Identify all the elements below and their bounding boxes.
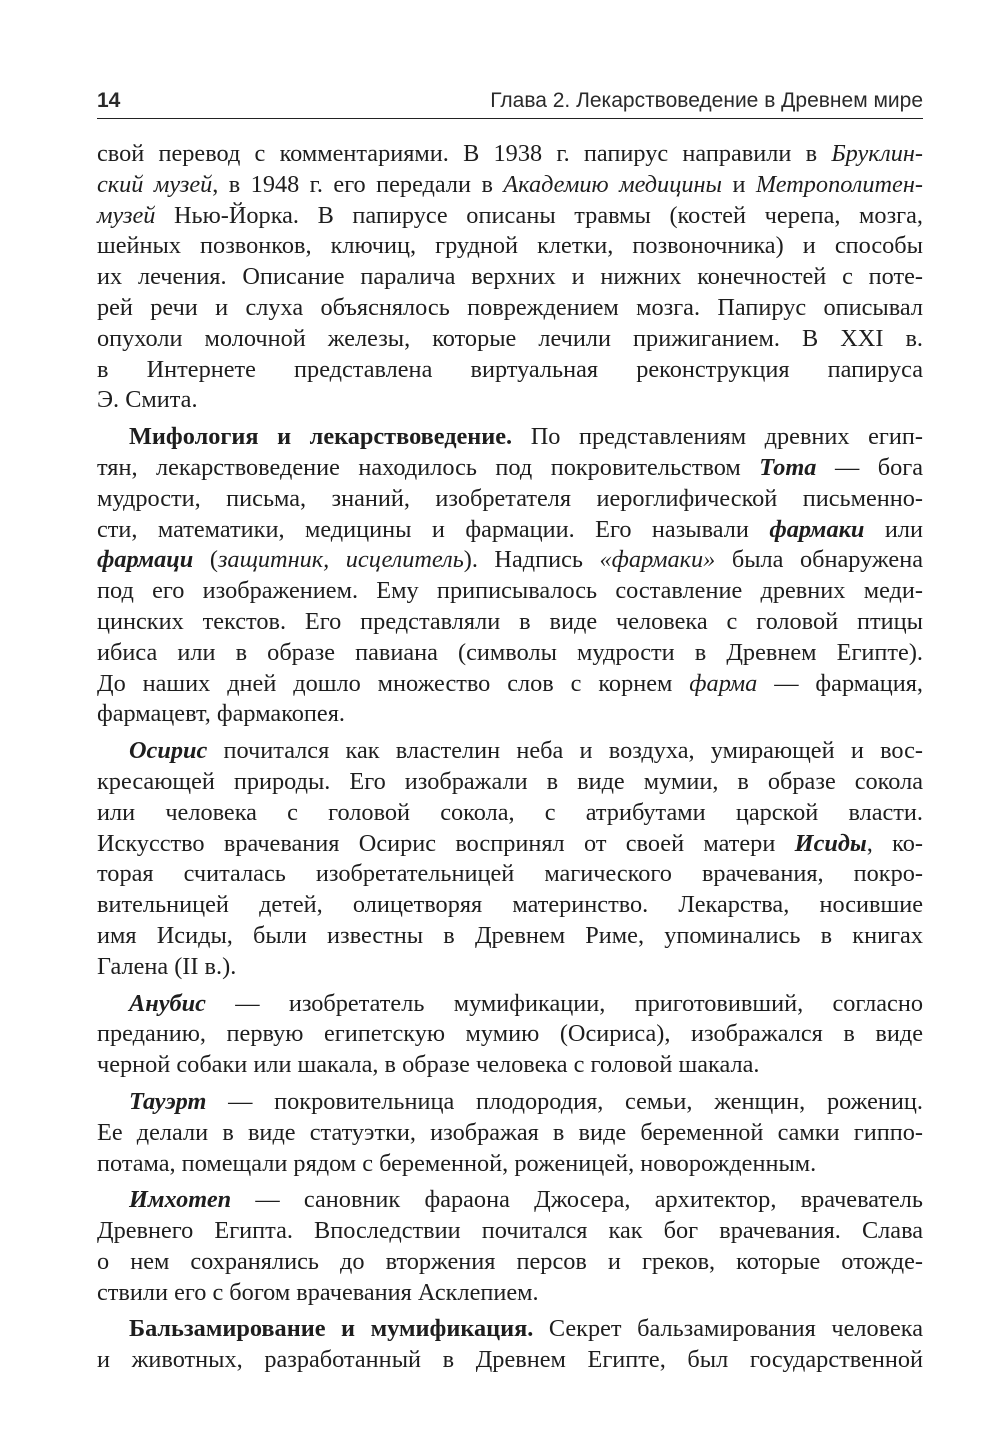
text-line [97,890,923,921]
text-line [97,1247,923,1278]
text-run: Э. Смита. [97,386,198,414]
text-line [97,859,923,890]
emphasized-text: Мифология и лекарствоведение. [129,423,513,451]
emphasized-text: Исиды [794,829,867,857]
text-run: кресающей природы. Его изображали в виде мумии, в образе сокола [97,767,923,795]
text-run: — фармация, [757,669,923,697]
text-run: По представлениям древних егип- [512,423,923,451]
page-number: 14 [97,89,121,112]
emphasized-text: Имхотеп [129,1186,232,1214]
emphasized-text: Метрополитен- [755,170,923,198]
emphasized-text: фармаки [769,515,865,543]
text-line [97,1149,923,1180]
paragraph [97,1185,923,1308]
paragraph [97,139,923,416]
text-run: почитался как властелин неба и воздуха, умирающей и вос- [207,737,923,765]
text-run: свой перевод с комментариями. В 1938 г. папирус направили в [97,140,832,167]
text-line [97,989,923,1020]
text-run: вительницей детей, олицетворяя материнство. Лекарства, носившие [97,891,923,919]
text-run: торая считалась изобретательницей магического врачевания, покро- [97,860,923,888]
paragraph [97,422,923,730]
text-line [97,1019,923,1050]
text-line [97,638,923,669]
text-run: фармацевт, фармакопея. [97,700,345,728]
text-run: или человека с головой сокола, с атрибутами царской власти. [97,798,923,826]
text-run: Искусство врачевания Осирис воспринял от своей матери [97,829,795,857]
text-line [97,798,923,829]
text-line [97,355,923,386]
text-line [97,1345,923,1376]
text-run: тян, лекарствоведение находилось под покровительством [97,453,760,481]
text-run: — бога [816,453,923,481]
text-run: в Интернете представлена виртуальная реконструкция папируса [97,355,923,383]
text-run: под его изображением. Ему приписывалось составление древних меди- [97,577,923,605]
text-run: и животных, разработанный в Древнем Египте, был государственной [97,1346,923,1374]
text-run: и [722,170,756,198]
text-line [97,484,923,515]
text-line [97,545,923,576]
text-run: Секрет бальзамирования человека [533,1315,923,1343]
text-run: , в 1948 г. его передали в [212,170,504,198]
text-line [97,139,923,170]
text-run: черной собаки или шакала, в образе человека с головой шакала. [97,1051,760,1079]
emphasized-text: Анубис [129,989,206,1017]
text-run: Древнего Египта. Впоследствии почитался как бог врачевания. Слава [97,1217,923,1245]
text-run: шейных позвонков, ключиц, грудной клетки, позвоночника) и способы [97,232,923,260]
text-run: До наших дней дошло множество слов с корнем [97,669,690,697]
emphasized-text: Осирис [129,737,208,765]
text-line [97,607,923,638]
text-line [97,699,923,730]
text-line [97,669,923,700]
emphasized-text: фармаци [97,546,194,574]
text-line [97,201,923,232]
text-run: — сановник фараона Джосера, архитектор, врачеватель [231,1186,923,1214]
text-run: опухоли молочной железы, которые лечили прижиганием. В XXI в. [97,324,923,352]
text-run: мудрости, письма, знаний, изобретателя иероглифической письменно- [97,484,923,512]
emphasized-text: музей [97,201,156,229]
chapter-title: Глава 2. Лекарствоведение в Древнем мире [490,89,923,112]
emphasized-text: Бальзамирование и мумификация. [129,1315,534,1343]
paragraph [97,736,923,982]
text-run: сти, математики, медицины и фармации. Его называли [97,515,770,543]
paragraph [97,1314,923,1376]
text-run: преданию, первую египетскую мумию (Осириса), изображался в виде [97,1020,923,1048]
text-line [97,736,923,767]
text-line [97,1278,923,1309]
emphasized-text: фарма [689,669,758,697]
text-line [97,422,923,453]
text-run: Нью-Йорка. В папирусе описаны травмы (костей черепа, мозга, [155,201,923,229]
text-run: ). Надпись [463,546,600,574]
emphasized-text: ский музей [97,170,213,198]
text-line [97,1216,923,1247]
emphasized-text: защитник, исцелитель [217,546,464,574]
running-header [97,84,923,119]
text-line [97,293,923,324]
emphasized-text: «фармаки» [599,546,716,574]
text-run: , ко- [866,829,923,857]
text-line [97,921,923,952]
emphasized-text: Тауэрт [129,1087,207,1115]
text-line [97,1314,923,1345]
text-run: была обнаружена [715,546,923,574]
body-text [97,139,923,1382]
text-line [97,767,923,798]
text-line [97,231,923,262]
text-line [97,262,923,293]
text-run: цинских текстов. Его представляли в виде человека с головой птицы [97,607,923,635]
text-run: о нем сохранялись до вторжения персов и греков, которые отожде- [97,1247,923,1275]
text-line [97,324,923,355]
text-line [97,829,923,860]
text-run: ствили его с богом врачевания Асклепием. [97,1278,539,1306]
paragraph [97,1087,923,1179]
text-line [97,385,923,416]
text-run: ( [193,546,218,574]
emphasized-text: Академию медицины [503,170,723,198]
text-run: — покровительница плодородия, семьи, женщин, рожениц. [206,1087,923,1115]
text-line [97,576,923,607]
text-run: их лечения. Описание паралича верхних и нижних конечностей с поте- [97,263,923,291]
text-line [97,1087,923,1118]
text-line [97,1185,923,1216]
text-run: ибиса или в образе павиана (символы мудрости в Древнем Египте). [97,638,923,666]
text-line [97,1118,923,1149]
text-run: — изобретатель мумификации, приготовивший, согласно [205,989,923,1017]
emphasized-text: Бруклин- [831,140,923,167]
text-run: или [864,515,923,543]
text-line [97,515,923,546]
text-run: Ее делали в виде статуэтки, изображая в виде беременной самки гиппо- [97,1118,923,1146]
paragraph [97,989,923,1081]
text-run: имя Исиды, были известны в Древнем Риме, упоминались в книгах [97,921,923,949]
emphasized-text: Тота [759,453,817,481]
text-line [97,952,923,983]
text-run: потама, помещали рядом с беременной, роженицей, новорожденным. [97,1149,817,1177]
text-run: Галена (II в.). [97,952,237,980]
text-line [97,453,923,484]
text-line [97,170,923,201]
text-run: рей речи и слуха объяснялось повреждением мозга. Папирус описывал [97,293,923,321]
text-line [97,1050,923,1081]
